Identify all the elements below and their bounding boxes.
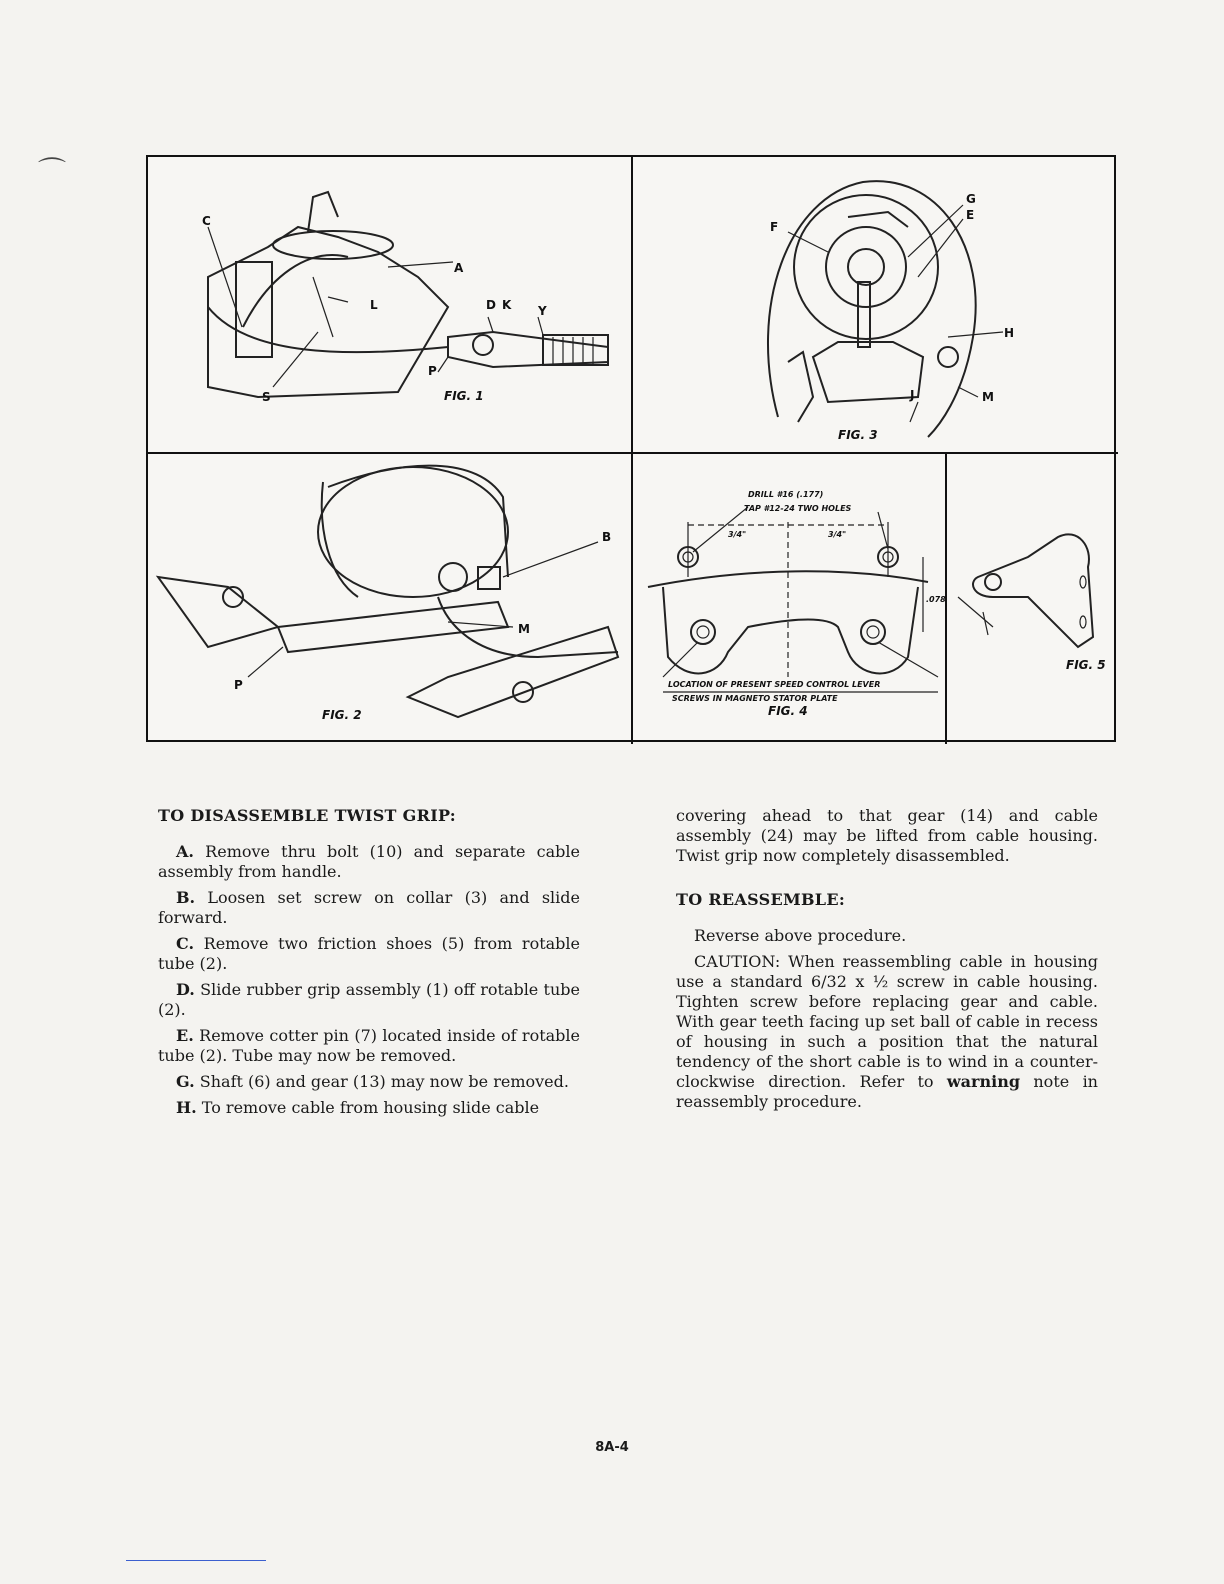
step-d bbox=[158, 980, 580, 1020]
page-number: 8A-4 bbox=[595, 1440, 629, 1455]
fig2-caption: FIG. 2 bbox=[322, 708, 362, 722]
fig1-label-a: A bbox=[454, 261, 464, 275]
reassemble-line1: Reverse above procedure. bbox=[694, 926, 907, 945]
step-e bbox=[158, 1026, 580, 1066]
step-b bbox=[158, 888, 580, 928]
fig2-label-p: P bbox=[234, 678, 243, 692]
step-c-text: Remove two friction shoes (5) from rotable tube (2). bbox=[158, 934, 580, 973]
fig2-label-b: B bbox=[602, 530, 612, 544]
bottom-rule bbox=[126, 1560, 266, 1561]
disassemble-heading: TO DISASSEMBLE TWIST GRIP: bbox=[158, 806, 456, 825]
left-column bbox=[158, 806, 580, 1124]
fig3-label-g: G bbox=[966, 192, 976, 206]
step-h-text: To remove cable from housing slide cable bbox=[201, 1098, 540, 1117]
fig4-location-note-2: SCREWS IN MAGNETO STATOR PLATE bbox=[672, 694, 838, 703]
margin-mark-top: ⌒ bbox=[38, 155, 67, 188]
fig1-caption: FIG. 1 bbox=[444, 389, 484, 403]
step-d-letter: D. bbox=[176, 980, 195, 999]
fig4-caption: FIG. 4 bbox=[768, 704, 808, 718]
step-c-letter: C. bbox=[176, 934, 195, 953]
step-b-text: Loosen set screw on collar (3) and slide forward. bbox=[158, 888, 580, 927]
fig1-illustration bbox=[208, 192, 608, 397]
fig1-label-s: S bbox=[262, 390, 271, 404]
fig5-caption: FIG. 5 bbox=[1066, 658, 1106, 672]
fig4-dim-side: .078 bbox=[926, 595, 946, 604]
fig1-label-k: K bbox=[502, 298, 512, 312]
right-column bbox=[676, 806, 1098, 1118]
fig4-drill-note-2: TAP #12-24 TWO HOLES bbox=[744, 504, 852, 513]
step-a-letter: A. bbox=[176, 842, 194, 861]
step-a bbox=[158, 842, 580, 882]
step-h bbox=[158, 1098, 580, 1118]
step-h-letter: H. bbox=[176, 1098, 197, 1117]
step-e-text: Remove cotter pin (7) located inside of rotable tube (2). Tube may now be removed. bbox=[158, 1026, 581, 1065]
fig5-illustration bbox=[958, 534, 1093, 647]
fig3-caption: FIG. 3 bbox=[838, 428, 878, 442]
fig2-illustration bbox=[158, 466, 618, 717]
step-c bbox=[158, 934, 580, 974]
figures-drawing bbox=[148, 157, 1118, 744]
fig4-dim-right: 3/4" bbox=[828, 530, 847, 539]
step-h-continued: covering ahead to that gear (14) and cable assembly (24) may be lifted from cable housing. Twist grip now completely disassembled. bbox=[676, 806, 1098, 865]
fig3-label-f: F bbox=[770, 220, 779, 234]
fig3-label-m: M bbox=[982, 390, 994, 404]
fig3-label-e: E bbox=[966, 208, 975, 222]
fig1-label-p: P bbox=[428, 364, 437, 378]
fig3-label-j: J bbox=[910, 388, 915, 402]
figure-panel bbox=[146, 155, 1116, 742]
fig4-illustration bbox=[648, 507, 938, 692]
step-g bbox=[158, 1072, 580, 1092]
fig1-label-c: C bbox=[202, 214, 211, 228]
fig4-dim-left: 3/4" bbox=[728, 530, 747, 539]
fig2-label-m: M bbox=[518, 622, 530, 636]
fig4-drill-note-1: DRILL #16 (.177) bbox=[748, 490, 824, 499]
caution-suffix: note in reassembly procedure. bbox=[676, 1072, 1098, 1111]
fig1-label-l: L bbox=[370, 298, 378, 312]
step-b-letter: B. bbox=[176, 888, 196, 907]
section-gap bbox=[676, 872, 1098, 890]
fig4-location-note-1: LOCATION OF PRESENT SPEED CONTROL LEVER bbox=[668, 680, 881, 689]
caution-paragraph bbox=[676, 952, 1098, 1112]
step-a-text: Remove thru bolt (10) and separate cable assembly from handle. bbox=[158, 842, 580, 881]
fig1-label-y: Y bbox=[538, 304, 547, 318]
fig1-label-d: D bbox=[486, 298, 496, 312]
caution-text: CAUTION: When reassembling cable in housing use a standard 6/32 x ½ screw in cable housing. Tighten screw before replacing gear and cable. With gear teeth facing up set ball of cable in recess of housing in such a position that the natural tendency of the short cable is to wind in a counter-clockwise direction. Refer to bbox=[676, 952, 1098, 1091]
step-g-text: Shaft (6) and gear (13) may now be removed. bbox=[199, 1072, 569, 1091]
step-e-letter: E. bbox=[176, 1026, 194, 1045]
reassemble-heading: TO REASSEMBLE: bbox=[676, 890, 846, 909]
warning-word: warning bbox=[946, 1072, 1021, 1091]
step-g-letter: G. bbox=[176, 1072, 195, 1091]
step-d-text: Slide rubber grip assembly (1) off rotable tube (2). bbox=[158, 980, 580, 1019]
fig3-label-h: H bbox=[1004, 326, 1015, 340]
